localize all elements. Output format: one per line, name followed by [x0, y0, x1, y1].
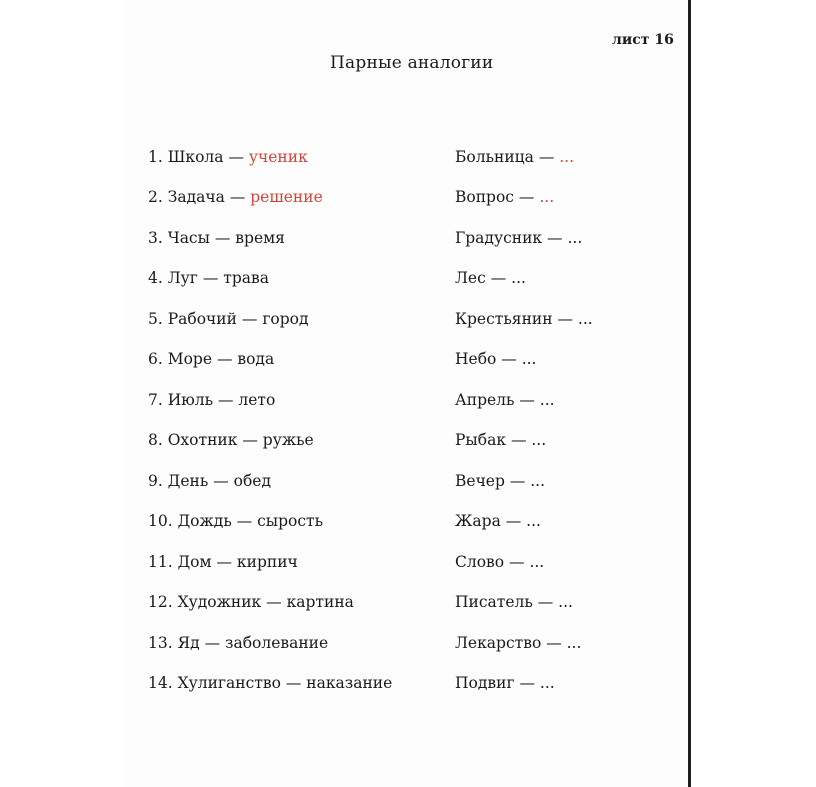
analogy-row-7	[0, 391, 816, 415]
analogy-left-prefix-2: 2. Задача	[148, 188, 225, 206]
analogy-row-6	[0, 350, 816, 374]
analogy-left-9: 9. День — обед	[148, 472, 271, 490]
analogy-row-8	[0, 431, 816, 455]
answer-right-2: ...	[539, 188, 555, 206]
analogy-row-12	[0, 593, 816, 617]
analogy-left-4: 4. Луг — трава	[148, 269, 269, 287]
dash-separator: —	[224, 188, 251, 206]
analogy-row-10	[0, 512, 816, 536]
analogy-left-6: 6. Море — вода	[148, 350, 275, 368]
answer-right-1: ...	[559, 148, 575, 166]
answer-left-2: решение	[250, 188, 323, 206]
analogy-right-prefix-1: Больница	[455, 148, 534, 166]
dash-separator: —	[533, 148, 560, 166]
page-title: Парные аналогии	[330, 53, 494, 73]
dash-separator: —	[223, 148, 249, 166]
analogy-left-5: 5. Рабочий — город	[148, 310, 309, 328]
analogy-right-2	[455, 188, 554, 206]
sheet-number: лист 16	[612, 32, 674, 48]
analogy-right-14: Подвиг — ...	[455, 674, 555, 692]
analogy-row-5	[0, 310, 816, 334]
analogy-right-6: Небо — ...	[455, 350, 537, 368]
analogy-left-8: 8. Охотник — ружье	[148, 431, 314, 449]
analogy-right-12: Писатель — ...	[455, 593, 573, 611]
analogy-right-prefix-2: Вопрос	[455, 188, 514, 206]
analogy-row-1	[0, 148, 816, 172]
analogy-right-4: Лес — ...	[455, 269, 526, 287]
analogy-left-2	[148, 188, 323, 206]
analogy-right-8: Рыбак — ...	[455, 431, 547, 449]
analogy-left-11: 11. Дом — кирпич	[148, 553, 298, 571]
analogy-row-14	[0, 674, 816, 698]
analogy-right-3: Градусник — ...	[455, 229, 583, 247]
analogy-right-10: Жара — ...	[455, 512, 541, 530]
analogy-right-5: Крестьянин — ...	[455, 310, 593, 328]
dash-separator: —	[514, 188, 540, 206]
analogy-right-7: Апрель — ...	[455, 391, 555, 409]
analogy-right-1	[455, 148, 574, 166]
analogy-left-3: 3. Часы — время	[148, 229, 285, 247]
analogy-left-13: 13. Яд — заболевание	[148, 634, 329, 652]
analogy-left-prefix-1: 1. Школа	[148, 148, 224, 166]
analogy-row-9	[0, 472, 816, 496]
analogy-row-3	[0, 229, 816, 253]
analogy-row-11	[0, 553, 816, 577]
analogy-right-9: Вечер — ...	[455, 472, 546, 490]
analogy-left-7: 7. Июль — лето	[148, 391, 276, 409]
analogy-left-14: 14. Хулиганство — наказание	[148, 674, 393, 692]
answer-left-1: ученик	[248, 148, 308, 166]
analogy-left-10: 10. Дождь — сырость	[148, 512, 324, 530]
analogy-row-4	[0, 269, 816, 293]
analogy-left-1	[148, 148, 308, 166]
analogy-row-13	[0, 634, 816, 658]
analogy-row-2	[0, 188, 816, 212]
analogy-right-11: Слово — ...	[455, 553, 545, 571]
analogy-left-12: 12. Художник — картина	[148, 593, 354, 611]
analogy-right-13: Лекарство — ...	[455, 634, 582, 652]
